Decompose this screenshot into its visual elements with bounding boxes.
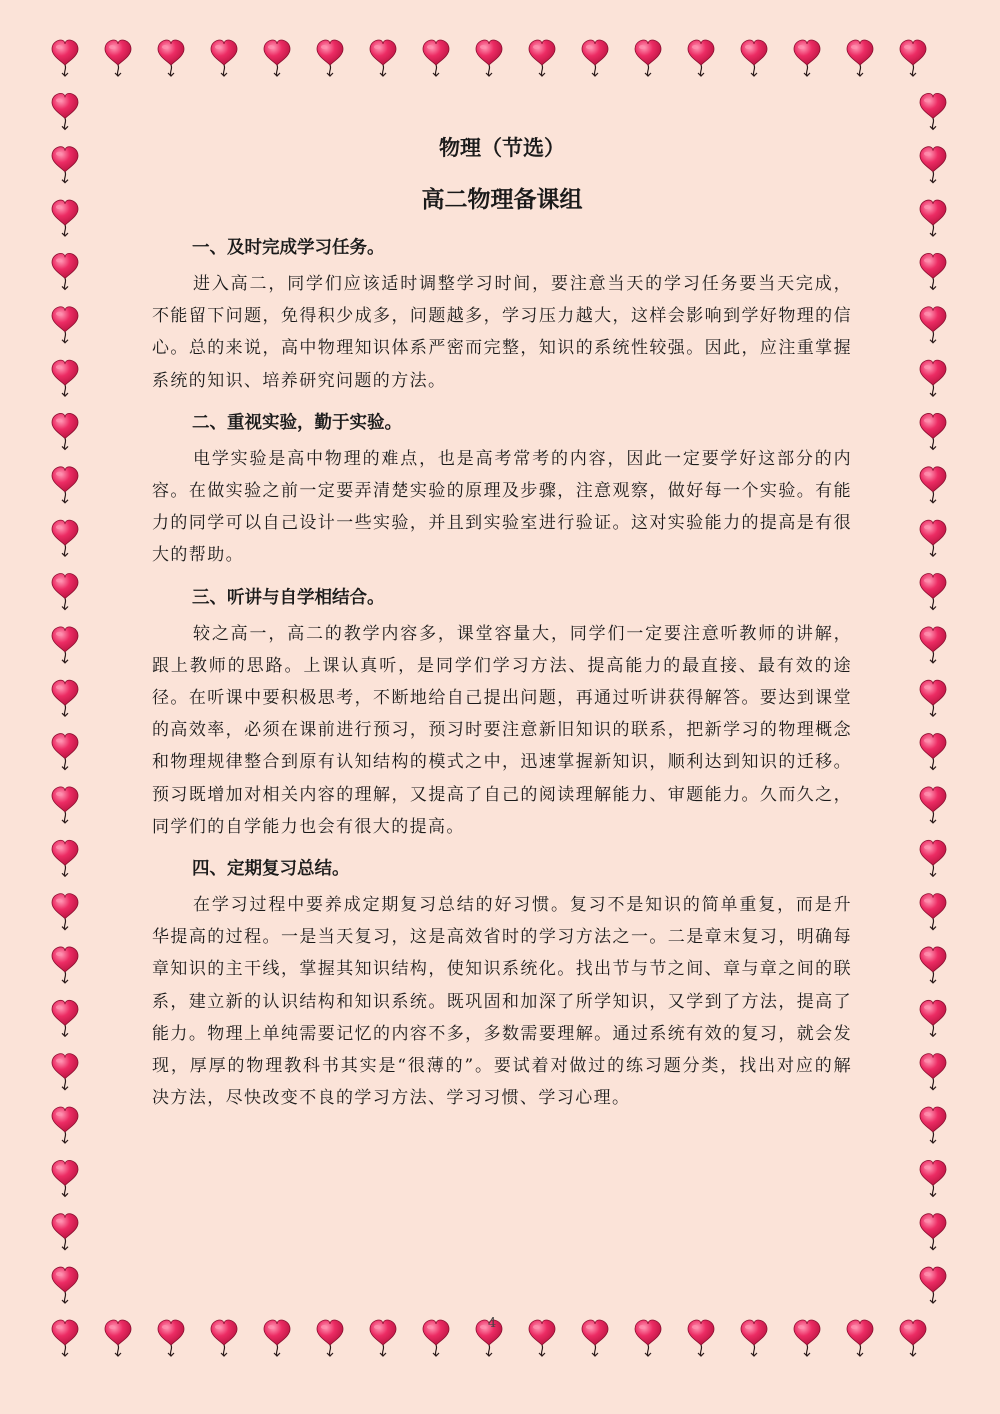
heart-balloon-icon	[423, 40, 449, 76]
heart-balloon-icon	[920, 947, 946, 983]
heart-balloon-icon	[794, 1320, 820, 1356]
heart-balloon-icon	[105, 40, 131, 76]
heart-balloon-icon	[582, 40, 608, 76]
heart-balloon-icon	[635, 1320, 661, 1356]
heart-balloon-icon	[794, 40, 820, 76]
heart-balloon-icon	[920, 1160, 946, 1196]
heart-balloon-icon	[52, 253, 78, 289]
heart-balloon-icon	[920, 894, 946, 930]
heart-balloon-icon	[52, 93, 78, 129]
heart-balloon-icon	[920, 840, 946, 876]
heart-balloon-icon	[920, 734, 946, 770]
document-title: 物理（节选）	[439, 136, 565, 160]
heart-balloon-icon	[105, 1320, 131, 1356]
heart-balloon-icon	[688, 1320, 714, 1356]
heart-balloon-icon	[52, 413, 78, 449]
heart-balloon-icon	[920, 307, 946, 343]
heart-balloon-icon	[920, 467, 946, 503]
heart-balloon-icon	[370, 1320, 396, 1356]
heart-balloon-icon	[52, 1054, 78, 1090]
page-number: 4	[488, 1316, 497, 1331]
heart-balloon-icon	[52, 1214, 78, 1250]
heart-balloon-icon	[920, 1267, 946, 1303]
heart-balloon-icon	[52, 627, 78, 663]
heart-balloon-icon	[847, 40, 873, 76]
heart-balloon-icon	[920, 147, 946, 183]
heart-balloon-icon	[920, 1000, 946, 1036]
section-heading: 三、听讲与自学相结合。	[192, 587, 385, 608]
heart-balloon-icon	[158, 1320, 184, 1356]
section-2	[152, 407, 852, 572]
heart-balloon-icon	[52, 360, 78, 396]
heart-balloon-icon	[920, 574, 946, 610]
section-heading: 二、重视实验，勤于实验。	[192, 412, 402, 433]
section-3	[152, 582, 852, 843]
heart-balloon-icon	[264, 1320, 290, 1356]
heart-balloon-icon	[423, 1320, 449, 1356]
heart-balloon-icon	[920, 200, 946, 236]
heart-balloon-icon	[529, 1320, 555, 1356]
heart-balloon-icon	[52, 894, 78, 930]
section-1	[152, 232, 852, 397]
heart-balloon-icon	[52, 840, 78, 876]
section-4	[152, 853, 852, 1114]
heart-balloon-icon	[317, 1320, 343, 1356]
heart-balloon-icon	[582, 1320, 608, 1356]
heart-balloon-icon	[211, 40, 237, 76]
heart-balloon-icon	[688, 40, 714, 76]
heart-balloon-icon	[52, 520, 78, 556]
heart-balloon-icon	[317, 40, 343, 76]
heart-balloon-icon	[741, 1320, 767, 1356]
heart-balloon-icon	[52, 1000, 78, 1036]
section-paragraph: 较之高一，高二的教学内容多，课堂容量大，同学们一定要注意听教师的讲解，跟上教师的思路。上课认真听，是同学们学习方法、提高能力的最直接、最有效的途径。在听课中要积极思考，不断地给自己提出问题，再通过听讲获得解答。要达到课堂的高效率，必须在课前进行预习，预习时要注意新旧知识的联系，把新学习的物理概念和物理规律整合到原有认知结构的模式之中，迅速掌握新知识，顺利达到知识的迁移。预习既增加对相关内容的理解，又提高了自己的阅读理解能力、审题能力。久而久之，同学们的自学能力也会有很大的提高。	[152, 623, 852, 837]
heart-balloon-icon	[52, 307, 78, 343]
heart-balloon-icon	[52, 734, 78, 770]
section-paragraph: 进入高二，同学们应该适时调整学习时间，要注意当天的学习任务要当天完成，不能留下问题，免得积少成多，问题越多，学习压力越大，这样会影响到学好物理的信心。总的来说，高中物理知识体系严密而完整，知识的系统性较强。因此，应注重掌握系统的知识、培养研究问题的方法。	[152, 274, 852, 391]
heart-balloon-icon	[52, 467, 78, 503]
heart-balloon-icon	[920, 360, 946, 396]
heart-balloon-icon	[158, 40, 184, 76]
heart-balloon-icon	[920, 680, 946, 716]
section-heading: 四、定期复习总结。	[192, 859, 350, 880]
heart-balloon-icon	[52, 40, 78, 76]
heart-balloon-icon	[52, 574, 78, 610]
heart-balloon-icon	[635, 40, 661, 76]
heart-balloon-icon	[920, 253, 946, 289]
heart-balloon-icon	[52, 1320, 78, 1356]
heart-balloon-icon	[52, 147, 78, 183]
heart-balloon-icon	[920, 93, 946, 129]
heart-balloon-icon	[920, 627, 946, 663]
heart-balloon-icon	[370, 40, 396, 76]
section-heading: 一、及时完成学习任务。	[192, 238, 385, 258]
heart-balloon-icon	[52, 787, 78, 823]
heart-balloon-icon	[52, 1267, 78, 1303]
heart-balloon-icon	[476, 40, 502, 76]
heart-balloon-icon	[211, 1320, 237, 1356]
section-paragraph: 电学实验是高中物理的难点，也是高考常考的内容，因此一定要学好这部分的内容。在做实验之前一定要弄清楚实验的原理及步骤，注意观察，做好每一个实验。有能力的同学可以自己设计一些实验，并且到实验室进行验证。这对实验能力的提高是有很大的帮助。	[152, 448, 852, 566]
heart-balloon-icon	[52, 680, 78, 716]
heart-balloon-icon	[264, 40, 290, 76]
heart-balloon-icon	[52, 947, 78, 983]
heart-balloon-icon	[52, 1160, 78, 1196]
document-body	[152, 128, 852, 1114]
heart-balloon-icon	[52, 1107, 78, 1143]
heart-balloon-icon	[920, 413, 946, 449]
heart-balloon-icon	[920, 787, 946, 823]
heart-balloon-icon	[920, 1054, 946, 1090]
heart-balloon-icon	[920, 520, 946, 556]
heart-balloon-icon	[741, 40, 767, 76]
heart-balloon-icon	[847, 1320, 873, 1356]
heart-balloon-icon	[920, 1214, 946, 1250]
heart-balloon-icon	[900, 40, 926, 76]
heart-balloon-icon	[529, 40, 555, 76]
section-paragraph: 在学习过程中要养成定期复习总结的好习惯。复习不是知识的简单重复，而是升华提高的过程。一是当天复习，这是高效省时的学习方法之一。二是章末复习，明确每章知识的主干线，掌握其知识结构，使知识系统化。找出节与节之间、章与章之间的联系，建立新的认识结构和知识系统。既巩固和加深了所学知识，又学到了方法，提高了能力。物理上单纯需要记忆的内容不多，多数需要理解。通过系统有效的复习，就会发现，厚厚的物理教科书其实是“很薄的”。要试着对做过的练习题分类，找出对应的解决方法，尽快改变不良的学习方法、学习习惯、学习心理。	[152, 895, 852, 1109]
heart-balloon-icon	[900, 1320, 926, 1356]
document-subtitle: 高二物理备课组	[421, 187, 583, 213]
heart-balloon-icon	[920, 1107, 946, 1143]
heart-balloon-icon	[52, 200, 78, 236]
